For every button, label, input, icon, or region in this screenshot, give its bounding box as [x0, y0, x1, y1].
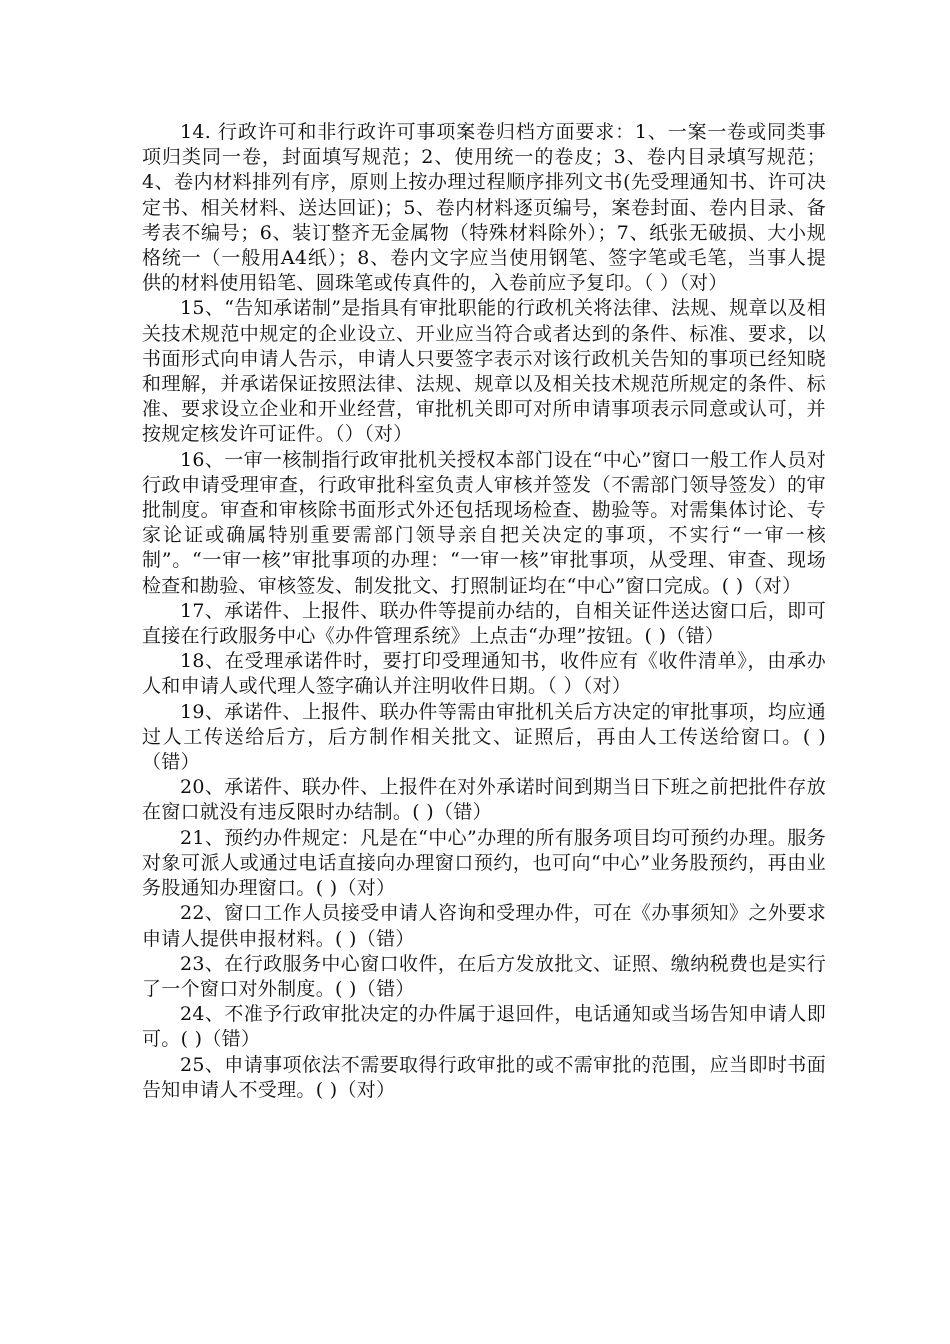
- paragraph-item-14: 14. 行政许可和非行政许可事项案卷归档方面要求：1、一案一卷或同类事项归类同一卷，封面填写规范；2、使用统一的卷皮；3、卷内目录填写规范；4、卷内材料排列有序，原则上按办理过程顺序排列文书(先受理通知书、许可决定书、相关材料、送达回证)；5、卷内材料逐页编号，案卷封面、卷内目录、备考表不编号；6、装订整齐无金属物（特殊材料除外）；7、纸张无破损、大小规格统一（一般用A4纸）；8、卷内文字应当使用钢笔、签字笔或毛笔，当事人提供的材料使用铅笔、圆珠笔或传真件的，入卷前应予复印。（ ）（对）: [142, 121, 826, 295]
- paragraph-item-16: 16、一审一核制指行政审批机关授权本部门设在“中心”窗口一般工作人员对行政申请受理审查，行政审批科室负责人审核并签发（不需部门领导签发）的审批制度。审查和审核除书面形式外还包括现场检查、勘验等。对需集体讨论、专家论证或确属特别重要需部门领导亲自把关决定的事项，不实行“一审一核制”。“一审一核”审批事项的办理：“一审一核”审批事项，从受理、审查、现场检查和勘验、审核签发、制发批文、打照制证均在“中心”窗口完成。( )（对）: [142, 448, 826, 597]
- paragraph-item-17: 17、承诺件、上报件、联办件等提前办结的，自相关证件送达窗口后，即可直接在行政服务中心《办件管理系统》上点击“办理”按钮。( )（错）: [142, 599, 826, 648]
- paragraph-item-24: 24、不准予行政审批决定的办件属于退回件，电话通知或当场告知申请人即可。( )（错）: [142, 1003, 826, 1051]
- document-body: [142, 120, 826, 1103]
- paragraph-item-22: 22、窗口工作人员接受申请人咨询和受理办件，可在《办事须知》之外要求申请人提供申报材料。( )（错）: [142, 902, 826, 950]
- paragraph-item-18: 18、在受理承诺件时，要打印受理通知书，收件应有《收件清单》，由承办人和申请人或代理人签字确认并注明收件日期。（ ）（对）: [142, 650, 826, 698]
- paragraph-item-23: 23、在行政服务中心窗口收件，在后方发放批文、证照、缴纳税费也是实行了一个窗口对外制度。( )（错）: [142, 952, 826, 1000]
- paragraph-item-21: 21、预约办件规定：凡是在“中心”办理的所有服务项目均可预约办理。服务对象可派人或通过电话直接向办理窗口预约，也可向“中心”业务股预约，再由业务股通知办理窗口。( )（对）: [142, 826, 826, 900]
- paragraph-item-20: 20、承诺件、联办件、上报件在对外承诺时间到期当日下班之前把批件存放在窗口就没有违反限时办结制。( )（错）: [142, 776, 826, 824]
- paragraph-item-25: 25、申请事项依法不需要取得行政审批的或不需审批的范围，应当即时书面告知申请人不受理。( )（对）: [142, 1053, 826, 1101]
- paragraph-item-15: 15、“告知承诺制”是指具有审批职能的行政机关将法律、法规、规章以及相关技术规范中规定的企业设立、开业应当符合或者达到的条件、标准、要求，以书面形式向申请人告示，申请人只要签字表示对该行政机关告知的事项已经知晓和理解，并承诺保证按照法律、法规、规章以及相关技术规范所规定的条件、标准、要求设立企业和开业经营，审批机关即可对所申请事项表示同意或认可，并按规定核发许可证件。（）（对）: [142, 297, 826, 446]
- paragraph-item-19: 19、承诺件、上报件、联办件等需由审批机关后方决定的审批事项，均应通过人工传送给后方，后方制作相关批文、证照后，再由人工传送给窗口。( )（错）: [142, 700, 826, 774]
